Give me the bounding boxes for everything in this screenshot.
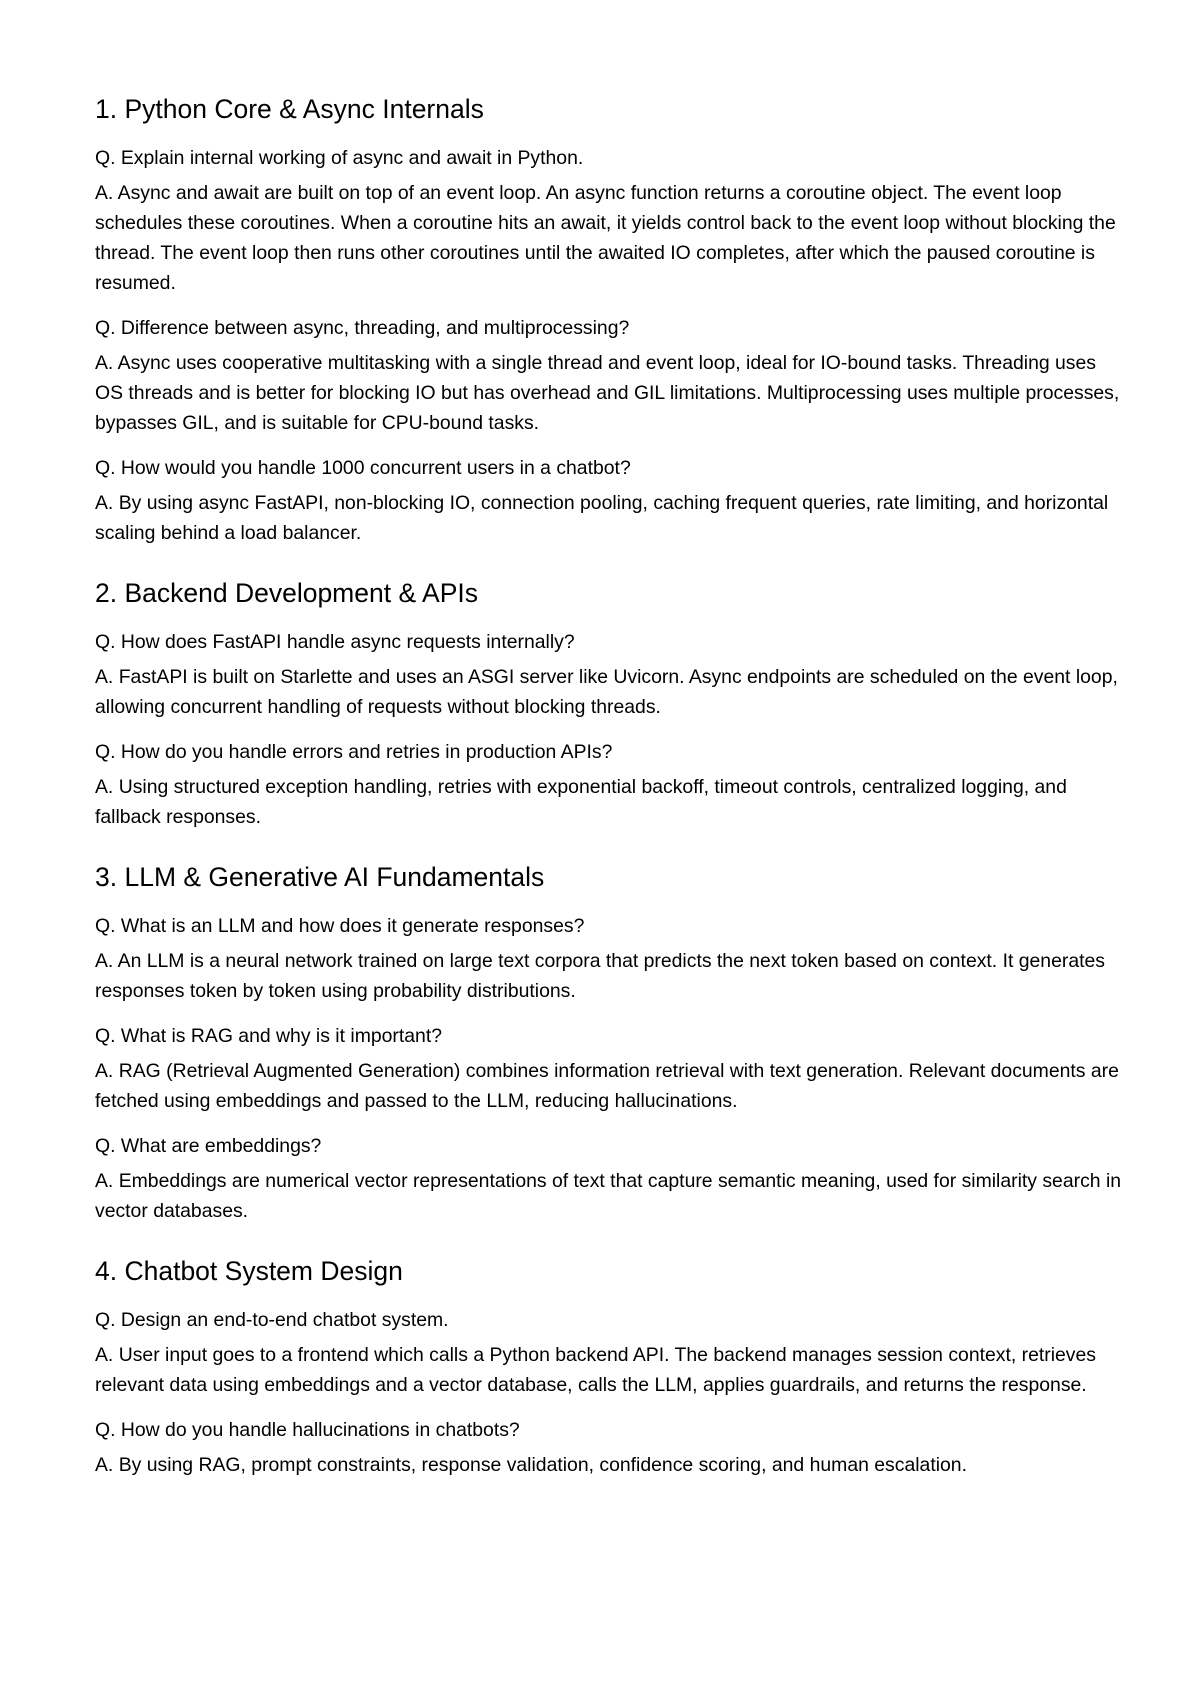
- question-text: Q. How do you handle errors and retries in production APIs?: [95, 741, 613, 763]
- question-text: Q. How does FastAPI handle async requests internally?: [95, 631, 575, 653]
- qa-item: [95, 911, 1125, 1006]
- question-text: Q. What are embeddings?: [95, 1135, 322, 1157]
- qa-item: [95, 1021, 1125, 1116]
- answer-text: A. An LLM is a neural network trained on large text corpora that predicts the next token based on context. It generates responses token by token using probability distributions.: [95, 950, 1105, 1002]
- question-text: Q. Explain internal working of async and await in Python.: [95, 147, 584, 169]
- section-chatbot-design: [95, 1254, 1125, 1480]
- answer-text: A. RAG (Retrieval Augmented Generation) combines information retrieval with text generation. Relevant documents are fetched using embeddings and passed to the LLM, reducing hallucinations.: [95, 1060, 1119, 1112]
- answer-text: A. By using RAG, prompt constraints, response validation, confidence scoring, and human escalation.: [95, 1454, 967, 1476]
- qa-item: [95, 1131, 1125, 1226]
- qa-item: [95, 737, 1125, 832]
- question-text: Q. How do you handle hallucinations in chatbots?: [95, 1419, 520, 1441]
- section-backend-apis: [95, 576, 1125, 832]
- question-text: Q. What is RAG and why is it important?: [95, 1025, 442, 1047]
- answer-text: A. Embeddings are numerical vector representations of text that capture semantic meaning, used for similarity search in vector databases.: [95, 1170, 1122, 1222]
- question-text: Q. Design an end-to-end chatbot system.: [95, 1309, 449, 1331]
- section-heading: 3. LLM & Generative AI Fundamentals: [95, 862, 545, 892]
- answer-text: A. Async uses cooperative multitasking with a single thread and event loop, ideal for IO-bound tasks. Threading uses OS threads and is better for blocking IO but has overhead and GIL limitations. Multiprocessing uses multiple processes, bypasses GIL, and is suitable for CPU-bound tasks.: [95, 352, 1120, 434]
- answer-text: A. User input goes to a frontend which calls a Python backend API. The backend manages session context, retrieves relevant data using embeddings and a vector database, calls the LLM, applies guardrails, and returns the response.: [95, 1344, 1096, 1396]
- qa-item: [95, 627, 1125, 722]
- answer-text: A. Async and await are built on top of an event loop. An async function returns a coroutine object. The event loop schedules these coroutines. When a coroutine hits an await, it yields control back to the event loop without blocking the thread. The event loop then runs other coroutines until the awaited IO completes, after which the paused coroutine is resumed.: [95, 182, 1116, 294]
- qa-item: [95, 453, 1125, 548]
- section-python-core: [95, 92, 1125, 548]
- answer-text: A. FastAPI is built on Starlette and uses an ASGI server like Uvicorn. Async endpoints are scheduled on the event loop, allowing concurrent handling of requests without blocking threads.: [95, 666, 1118, 718]
- question-text: Q. How would you handle 1000 concurrent users in a chatbot?: [95, 457, 631, 479]
- qa-item: [95, 1415, 1125, 1480]
- section-heading: 2. Backend Development & APIs: [95, 578, 478, 608]
- question-text: Q. What is an LLM and how does it generate responses?: [95, 915, 585, 937]
- section-llm-fundamentals: [95, 860, 1125, 1226]
- qa-item: [95, 143, 1125, 298]
- section-heading: 1. Python Core & Async Internals: [95, 94, 484, 124]
- section-heading: 4. Chatbot System Design: [95, 1256, 403, 1286]
- qa-item: [95, 1305, 1125, 1400]
- answer-text: A. By using async FastAPI, non-blocking IO, connection pooling, caching frequent queries, rate limiting, and horizontal scaling behind a load balancer.: [95, 492, 1109, 544]
- qa-item: [95, 313, 1125, 438]
- answer-text: A. Using structured exception handling, retries with exponential backoff, timeout controls, centralized logging, and fallback responses.: [95, 776, 1067, 828]
- document-content: [95, 92, 1125, 1480]
- question-text: Q. Difference between async, threading, and multiprocessing?: [95, 317, 630, 339]
